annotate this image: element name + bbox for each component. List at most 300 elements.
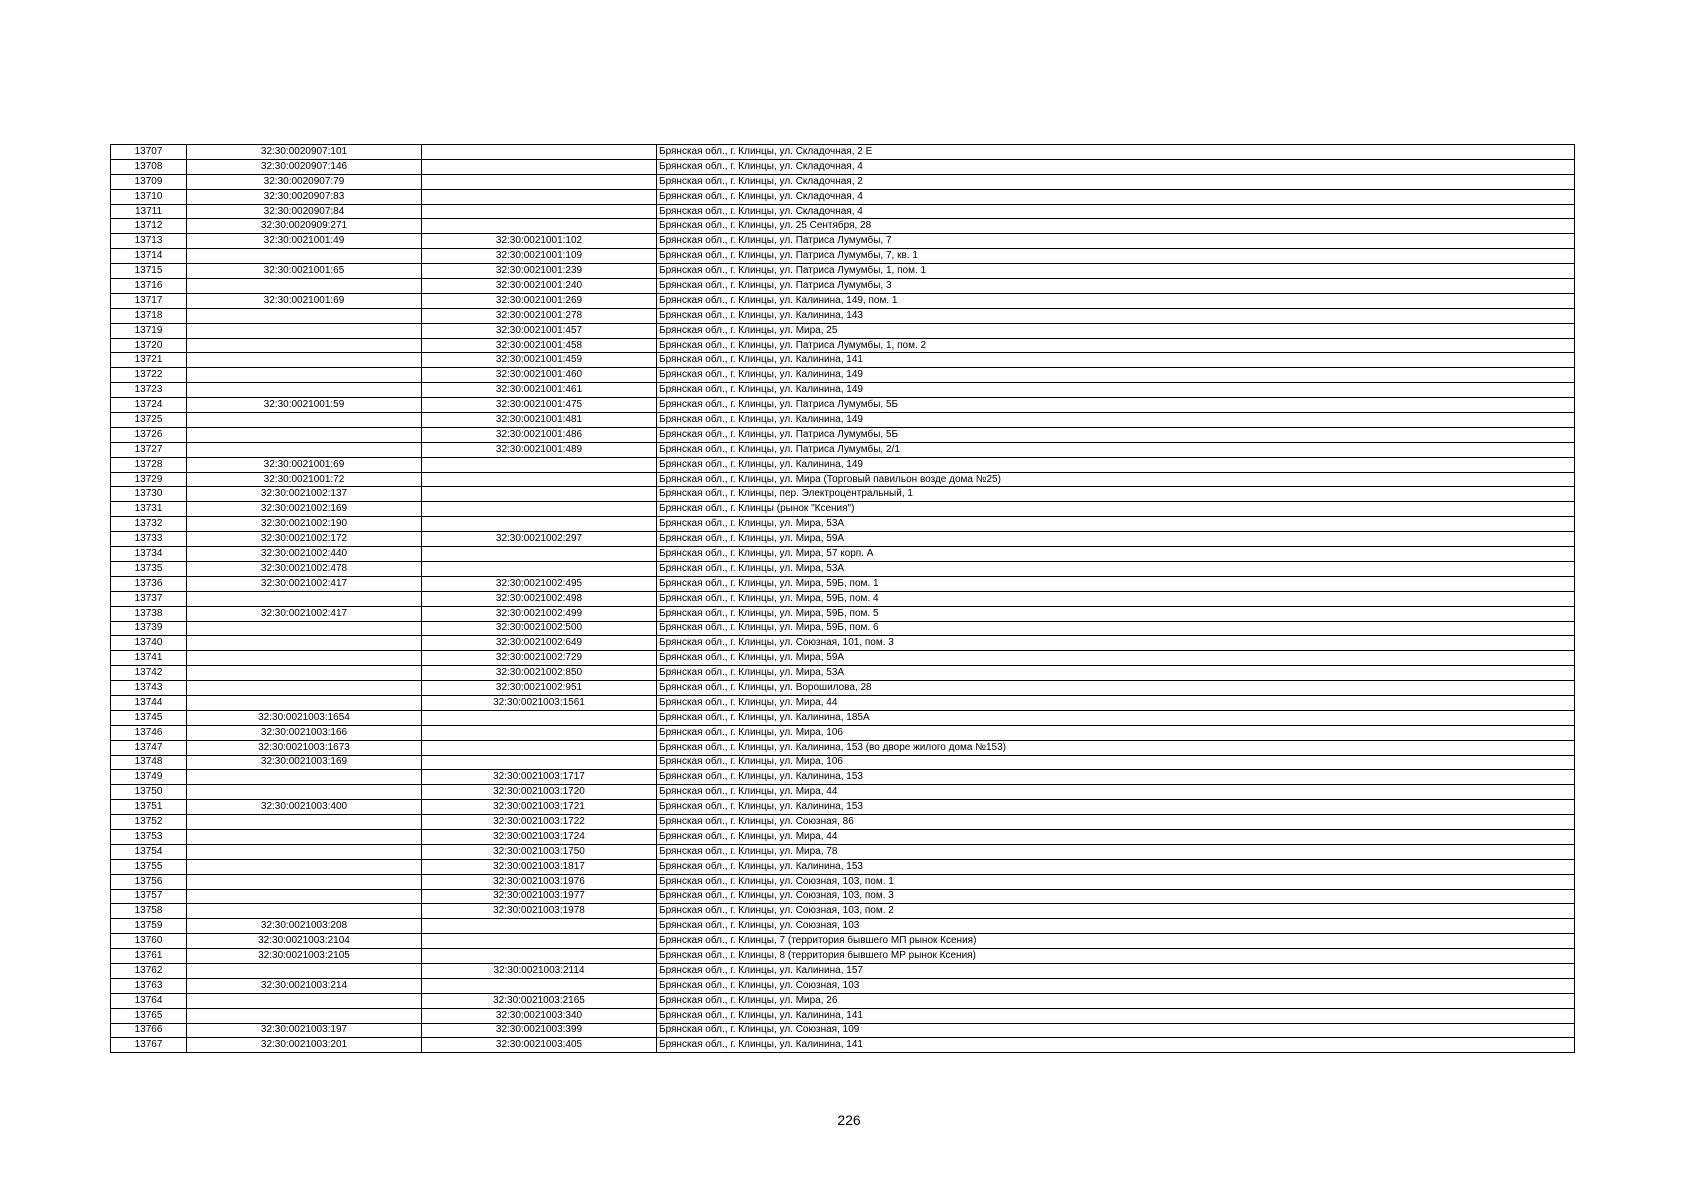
address-cell: Брянская обл., г. Клинцы, ул. Калинина, 149, пом. 1 — [657, 293, 1575, 308]
address-cell: Брянская обл., г. Клинцы, ул. Мира, 78 — [657, 844, 1575, 859]
row-number-cell: 13750 — [111, 785, 187, 800]
building-cadastral-number-cell: 32:30:0021003:1722 — [422, 815, 657, 830]
land-cadastral-number-cell — [187, 815, 422, 830]
table-row — [111, 368, 1575, 383]
land-cadastral-number-cell — [187, 591, 422, 606]
land-cadastral-number-cell: 32:30:0021002:417 — [187, 606, 422, 621]
row-number-cell: 13760 — [111, 934, 187, 949]
address-cell: Брянская обл., г. Клинцы, ул. Союзная, 103, пом. 1 — [657, 874, 1575, 889]
row-number-cell: 13710 — [111, 189, 187, 204]
row-number-cell: 13742 — [111, 666, 187, 681]
building-cadastral-number-cell — [422, 457, 657, 472]
land-cadastral-number-cell — [187, 353, 422, 368]
address-cell: Брянская обл., г. Клинцы, ул. Союзная, 109 — [657, 1023, 1575, 1038]
table-row — [111, 532, 1575, 547]
row-number-cell: 13708 — [111, 159, 187, 174]
table-row — [111, 636, 1575, 651]
address-cell: Брянская обл., г. Клинцы, ул. Патриса Лумумбы, 1, пом. 2 — [657, 338, 1575, 353]
land-cadastral-number-cell: 32:30:0020907:146 — [187, 159, 422, 174]
address-cell: Брянская обл., г. Клинцы, ул. Мира, 59Б, пом. 5 — [657, 606, 1575, 621]
table-row — [111, 829, 1575, 844]
building-cadastral-number-cell: 32:30:0021002:850 — [422, 666, 657, 681]
row-number-cell: 13728 — [111, 457, 187, 472]
land-cadastral-number-cell: 32:30:0021002:190 — [187, 517, 422, 532]
land-cadastral-number-cell — [187, 963, 422, 978]
address-cell: Брянская обл., г. Клинцы, ул. Калинина, 185А — [657, 710, 1575, 725]
table-row — [111, 323, 1575, 338]
building-cadastral-number-cell — [422, 710, 657, 725]
table-row — [111, 1038, 1575, 1053]
address-cell: Брянская обл., г. Клинцы, ул. Мира, 44 — [657, 695, 1575, 710]
row-number-cell: 13727 — [111, 442, 187, 457]
row-number-cell: 13761 — [111, 949, 187, 964]
building-cadastral-number-cell: 32:30:0021001:489 — [422, 442, 657, 457]
address-cell: Брянская обл., г. Клинцы, ул. Мира, 59А — [657, 651, 1575, 666]
building-cadastral-number-cell: 32:30:0021001:457 — [422, 323, 657, 338]
row-number-cell: 13746 — [111, 725, 187, 740]
land-cadastral-number-cell: 32:30:0021001:69 — [187, 457, 422, 472]
page-number: 226 — [837, 1112, 861, 1128]
land-cadastral-number-cell — [187, 785, 422, 800]
row-number-cell: 13733 — [111, 532, 187, 547]
row-number-cell: 13762 — [111, 963, 187, 978]
address-cell: Брянская обл., г. Клинцы, ул. Патриса Лумумбы, 1, пом. 1 — [657, 264, 1575, 279]
row-number-cell: 13715 — [111, 264, 187, 279]
table-row — [111, 695, 1575, 710]
building-cadastral-number-cell: 32:30:0021002:499 — [422, 606, 657, 621]
building-cadastral-number-cell — [422, 174, 657, 189]
building-cadastral-number-cell: 32:30:0021003:340 — [422, 1008, 657, 1023]
address-cell: Брянская обл., г. Клинцы, ул. Калинина, 153 — [657, 770, 1575, 785]
table-row — [111, 427, 1575, 442]
address-cell: Брянская обл., г. Клинцы, ул. Патриса Лумумбы, 5Б — [657, 427, 1575, 442]
table-row — [111, 963, 1575, 978]
land-cadastral-number-cell: 32:30:0021003:400 — [187, 800, 422, 815]
row-number-cell: 13748 — [111, 755, 187, 770]
row-number-cell: 13767 — [111, 1038, 187, 1053]
land-cadastral-number-cell: 32:30:0021002:478 — [187, 561, 422, 576]
table-row — [111, 904, 1575, 919]
building-cadastral-number-cell: 32:30:0021003:2114 — [422, 963, 657, 978]
table-row — [111, 725, 1575, 740]
row-number-cell: 13758 — [111, 904, 187, 919]
building-cadastral-number-cell: 32:30:0021001:475 — [422, 398, 657, 413]
table-row — [111, 547, 1575, 562]
land-cadastral-number-cell — [187, 621, 422, 636]
land-cadastral-number-cell: 32:30:0021002:417 — [187, 576, 422, 591]
row-number-cell: 13743 — [111, 681, 187, 696]
address-cell: Брянская обл., г. Клинцы, ул. Мира, 59Б, пом. 1 — [657, 576, 1575, 591]
building-cadastral-number-cell: 32:30:0021001:269 — [422, 293, 657, 308]
row-number-cell: 13719 — [111, 323, 187, 338]
row-number-cell: 13764 — [111, 993, 187, 1008]
land-cadastral-number-cell — [187, 666, 422, 681]
building-cadastral-number-cell: 32:30:0021003:1977 — [422, 889, 657, 904]
row-number-cell: 13722 — [111, 368, 187, 383]
table-row — [111, 383, 1575, 398]
table-row — [111, 949, 1575, 964]
table-row — [111, 710, 1575, 725]
land-cadastral-number-cell: 32:30:0021003:2105 — [187, 949, 422, 964]
address-cell: Брянская обл., г. Клинцы, ул. Патриса Лумумбы, 7, кв. 1 — [657, 249, 1575, 264]
table-row — [111, 249, 1575, 264]
building-cadastral-number-cell: 32:30:0021003:1717 — [422, 770, 657, 785]
building-cadastral-number-cell — [422, 204, 657, 219]
land-cadastral-number-cell — [187, 442, 422, 457]
address-cell: Брянская обл., г. Клинцы, ул. Патриса Лумумбы, 3 — [657, 279, 1575, 294]
land-cadastral-number-cell — [187, 993, 422, 1008]
address-cell: Брянская обл., г. Клинцы, ул. Патриса Лумумбы, 5Б — [657, 398, 1575, 413]
land-cadastral-number-cell: 32:30:0021001:72 — [187, 472, 422, 487]
address-cell: Брянская обл., г. Клинцы, ул. Союзная, 103 — [657, 919, 1575, 934]
land-cadastral-number-cell: 32:30:0021002:440 — [187, 547, 422, 562]
building-cadastral-number-cell: 32:30:0021001:486 — [422, 427, 657, 442]
table-row — [111, 978, 1575, 993]
table-row — [111, 145, 1575, 160]
address-cell: Брянская обл., г. Клинцы, ул. Складочная, 4 — [657, 159, 1575, 174]
row-number-cell: 13717 — [111, 293, 187, 308]
address-cell: Брянская обл., г. Клинцы, ул. Калинина, 153 — [657, 859, 1575, 874]
table-row — [111, 234, 1575, 249]
table-row — [111, 785, 1575, 800]
address-cell: Брянская обл., г. Клинцы, ул. 25 Сентября, 28 — [657, 219, 1575, 234]
address-cell: Брянская обл., г. Клинцы, ул. Мира, 53А — [657, 517, 1575, 532]
building-cadastral-number-cell: 32:30:0021002:500 — [422, 621, 657, 636]
table-row — [111, 889, 1575, 904]
address-cell: Брянская обл., г. Клинцы, ул. Мира, 44 — [657, 785, 1575, 800]
building-cadastral-number-cell — [422, 755, 657, 770]
land-cadastral-number-cell — [187, 770, 422, 785]
row-number-cell: 13725 — [111, 413, 187, 428]
row-number-cell: 13752 — [111, 815, 187, 830]
address-cell: Брянская обл., г. Клинцы, ул. Мира, 53А — [657, 561, 1575, 576]
building-cadastral-number-cell: 32:30:0021001:481 — [422, 413, 657, 428]
land-cadastral-number-cell — [187, 323, 422, 338]
building-cadastral-number-cell: 32:30:0021003:1720 — [422, 785, 657, 800]
land-cadastral-number-cell — [187, 681, 422, 696]
land-cadastral-number-cell: 32:30:0021001:65 — [187, 264, 422, 279]
row-number-cell: 13723 — [111, 383, 187, 398]
address-cell: Брянская обл., г. Клинцы, ул. Союзная, 103 — [657, 978, 1575, 993]
land-cadastral-number-cell — [187, 874, 422, 889]
land-cadastral-number-cell: 32:30:0020907:84 — [187, 204, 422, 219]
table-row — [111, 666, 1575, 681]
table-row — [111, 800, 1575, 815]
table-row — [111, 174, 1575, 189]
building-cadastral-number-cell — [422, 547, 657, 562]
building-cadastral-number-cell — [422, 949, 657, 964]
row-number-cell: 13744 — [111, 695, 187, 710]
land-cadastral-number-cell — [187, 308, 422, 323]
land-cadastral-number-cell: 32:30:0020909:271 — [187, 219, 422, 234]
address-cell: Брянская обл., г. Клинцы, ул. Мира (Торговый павильон возде дома №25) — [657, 472, 1575, 487]
table-row — [111, 487, 1575, 502]
land-cadastral-number-cell — [187, 427, 422, 442]
table-row — [111, 621, 1575, 636]
land-cadastral-number-cell: 32:30:0020907:83 — [187, 189, 422, 204]
building-cadastral-number-cell: 32:30:0021002:951 — [422, 681, 657, 696]
land-cadastral-number-cell — [187, 904, 422, 919]
address-cell: Брянская обл., г. Клинцы, ул. Патриса Лумумбы, 2/1 — [657, 442, 1575, 457]
row-number-cell: 13753 — [111, 829, 187, 844]
row-number-cell: 13734 — [111, 547, 187, 562]
building-cadastral-number-cell: 32:30:0021001:239 — [422, 264, 657, 279]
table-row — [111, 651, 1575, 666]
building-cadastral-number-cell — [422, 517, 657, 532]
land-cadastral-number-cell: 32:30:0021003:2104 — [187, 934, 422, 949]
row-number-cell: 13738 — [111, 606, 187, 621]
land-cadastral-number-cell: 32:30:0021003:197 — [187, 1023, 422, 1038]
building-cadastral-number-cell: 32:30:0021003:405 — [422, 1038, 657, 1053]
building-cadastral-number-cell — [422, 145, 657, 160]
table-row — [111, 442, 1575, 457]
land-cadastral-number-cell: 32:30:0021003:1654 — [187, 710, 422, 725]
address-cell: Брянская обл., г. Клинцы, ул. Мира, 53А — [657, 666, 1575, 681]
table-row — [111, 576, 1575, 591]
table-row — [111, 279, 1575, 294]
building-cadastral-number-cell — [422, 561, 657, 576]
row-number-cell: 13711 — [111, 204, 187, 219]
row-number-cell: 13737 — [111, 591, 187, 606]
building-cadastral-number-cell: 32:30:0021003:1817 — [422, 859, 657, 874]
table-row — [111, 398, 1575, 413]
row-number-cell: 13712 — [111, 219, 187, 234]
land-cadastral-number-cell: 32:30:0021003:208 — [187, 919, 422, 934]
row-number-cell: 13741 — [111, 651, 187, 666]
building-cadastral-number-cell: 32:30:0021003:1750 — [422, 844, 657, 859]
table-row — [111, 472, 1575, 487]
address-cell: Брянская обл., г. Клинцы, ул. Мира, 106 — [657, 755, 1575, 770]
table-row — [111, 934, 1575, 949]
address-cell: Брянская обл., г. Клинцы (рынок "Ксения") — [657, 502, 1575, 517]
address-cell: Брянская обл., г. Клинцы, ул. Калинина, 143 — [657, 308, 1575, 323]
address-cell: Брянская обл., г. Клинцы, ул. Союзная, 101, пом. 3 — [657, 636, 1575, 651]
row-number-cell: 13718 — [111, 308, 187, 323]
address-cell: Брянская обл., г. Клинцы, ул. Мира, 59Б, пом. 4 — [657, 591, 1575, 606]
building-cadastral-number-cell — [422, 189, 657, 204]
land-cadastral-number-cell — [187, 651, 422, 666]
row-number-cell: 13707 — [111, 145, 187, 160]
building-cadastral-number-cell — [422, 472, 657, 487]
land-cadastral-number-cell: 32:30:0021003:1673 — [187, 740, 422, 755]
table-row — [111, 859, 1575, 874]
row-number-cell: 13726 — [111, 427, 187, 442]
address-cell: Брянская обл., г. Клинцы, ул. Калинина, 149 — [657, 457, 1575, 472]
land-cadastral-number-cell: 32:30:0021002:172 — [187, 532, 422, 547]
land-cadastral-number-cell — [187, 1008, 422, 1023]
row-number-cell: 13735 — [111, 561, 187, 576]
building-cadastral-number-cell: 32:30:0021001:109 — [422, 249, 657, 264]
building-cadastral-number-cell: 32:30:0021002:649 — [422, 636, 657, 651]
land-cadastral-number-cell: 32:30:0021001:59 — [187, 398, 422, 413]
address-cell: Брянская обл., г. Клинцы, ул. Калинина, 141 — [657, 1038, 1575, 1053]
table-row — [111, 293, 1575, 308]
table-row — [111, 308, 1575, 323]
row-number-cell: 13745 — [111, 710, 187, 725]
address-cell: Брянская обл., г. Клинцы, ул. Союзная, 86 — [657, 815, 1575, 830]
building-cadastral-number-cell: 32:30:0021003:1724 — [422, 829, 657, 844]
building-cadastral-number-cell: 32:30:0021002:729 — [422, 651, 657, 666]
row-number-cell: 13751 — [111, 800, 187, 815]
land-cadastral-number-cell — [187, 695, 422, 710]
address-cell: Брянская обл., г. Клинцы, ул. Калинина, 141 — [657, 1008, 1575, 1023]
land-cadastral-number-cell — [187, 636, 422, 651]
row-number-cell: 13716 — [111, 279, 187, 294]
building-cadastral-number-cell: 32:30:0021003:1721 — [422, 800, 657, 815]
address-cell: Брянская обл., г. Клинцы, ул. Патриса Лумумбы, 7 — [657, 234, 1575, 249]
row-number-cell: 13709 — [111, 174, 187, 189]
address-cell: Брянская обл., г. Клинцы, ул. Союзная, 103, пом. 3 — [657, 889, 1575, 904]
table-row — [111, 561, 1575, 576]
building-cadastral-number-cell: 32:30:0021002:498 — [422, 591, 657, 606]
address-cell: Брянская обл., г. Клинцы, ул. Калинина, 149 — [657, 413, 1575, 428]
table-row — [111, 874, 1575, 889]
building-cadastral-number-cell: 32:30:0021001:240 — [422, 279, 657, 294]
table-row — [111, 413, 1575, 428]
building-cadastral-number-cell — [422, 159, 657, 174]
table-row — [111, 1008, 1575, 1023]
registry-table — [110, 144, 1575, 1053]
land-cadastral-number-cell: 32:30:0021002:169 — [187, 502, 422, 517]
row-number-cell: 13755 — [111, 859, 187, 874]
table-row — [111, 457, 1575, 472]
address-cell: Брянская обл., г. Клинцы, ул. Калинина, 141 — [657, 353, 1575, 368]
row-number-cell: 13729 — [111, 472, 187, 487]
land-cadastral-number-cell — [187, 844, 422, 859]
land-cadastral-number-cell: 32:30:0021001:49 — [187, 234, 422, 249]
land-cadastral-number-cell — [187, 383, 422, 398]
row-number-cell: 13754 — [111, 844, 187, 859]
building-cadastral-number-cell — [422, 725, 657, 740]
land-cadastral-number-cell: 32:30:0021003:169 — [187, 755, 422, 770]
building-cadastral-number-cell: 32:30:0021001:458 — [422, 338, 657, 353]
row-number-cell: 13714 — [111, 249, 187, 264]
table-row — [111, 770, 1575, 785]
row-number-cell: 13765 — [111, 1008, 187, 1023]
address-cell: Брянская обл., г. Клинцы, ул. Складочная, 4 — [657, 204, 1575, 219]
building-cadastral-number-cell: 32:30:0021001:460 — [422, 368, 657, 383]
building-cadastral-number-cell: 32:30:0021001:102 — [422, 234, 657, 249]
building-cadastral-number-cell: 32:30:0021001:278 — [422, 308, 657, 323]
building-cadastral-number-cell — [422, 219, 657, 234]
address-cell: Брянская обл., г. Клинцы, ул. Мира, 59А — [657, 532, 1575, 547]
table-row — [111, 681, 1575, 696]
land-cadastral-number-cell: 32:30:0021002:137 — [187, 487, 422, 502]
address-cell: Брянская обл., г. Клинцы, ул. Калинина, 157 — [657, 963, 1575, 978]
land-cadastral-number-cell: 32:30:0021003:214 — [187, 978, 422, 993]
address-cell: Брянская обл., г. Клинцы, 7 (территория бывшего МП рынок Ксения) — [657, 934, 1575, 949]
address-cell: Брянская обл., г. Клинцы, ул. Складочная, 2 — [657, 174, 1575, 189]
land-cadastral-number-cell — [187, 889, 422, 904]
table-row — [111, 591, 1575, 606]
land-cadastral-number-cell: 32:30:0021003:201 — [187, 1038, 422, 1053]
address-cell: Брянская обл., г. Клинцы, ул. Мира, 57 корп. А — [657, 547, 1575, 562]
building-cadastral-number-cell — [422, 934, 657, 949]
row-number-cell: 13763 — [111, 978, 187, 993]
address-cell: Брянская обл., г. Клинцы, ул. Калинина, 149 — [657, 383, 1575, 398]
building-cadastral-number-cell: 32:30:0021001:459 — [422, 353, 657, 368]
row-number-cell: 13730 — [111, 487, 187, 502]
row-number-cell: 13732 — [111, 517, 187, 532]
table-row — [111, 502, 1575, 517]
building-cadastral-number-cell — [422, 978, 657, 993]
address-cell: Брянская обл., г. Клинцы, ул. Калинина, 153 (во дворе жилого дома №153) — [657, 740, 1575, 755]
row-number-cell: 13724 — [111, 398, 187, 413]
address-cell: Брянская обл., г. Клинцы, пер. Электроцентральный, 1 — [657, 487, 1575, 502]
land-cadastral-number-cell — [187, 249, 422, 264]
address-cell: Брянская обл., г. Клинцы, ул. Мира, 44 — [657, 829, 1575, 844]
row-number-cell: 13720 — [111, 338, 187, 353]
building-cadastral-number-cell: 32:30:0021002:297 — [422, 532, 657, 547]
address-cell: Брянская обл., г. Клинцы, ул. Мира, 106 — [657, 725, 1575, 740]
table-row — [111, 919, 1575, 934]
table-row — [111, 815, 1575, 830]
building-cadastral-number-cell — [422, 487, 657, 502]
address-cell: Брянская обл., г. Клинцы, ул. Мира, 26 — [657, 993, 1575, 1008]
row-number-cell: 13731 — [111, 502, 187, 517]
row-number-cell: 13740 — [111, 636, 187, 651]
land-cadastral-number-cell — [187, 368, 422, 383]
row-number-cell: 13759 — [111, 919, 187, 934]
building-cadastral-number-cell: 32:30:0021003:1976 — [422, 874, 657, 889]
table-row — [111, 338, 1575, 353]
table-row — [111, 755, 1575, 770]
registry-table-body — [111, 145, 1575, 1053]
building-cadastral-number-cell — [422, 502, 657, 517]
table-row — [111, 189, 1575, 204]
land-cadastral-number-cell — [187, 413, 422, 428]
row-number-cell: 13713 — [111, 234, 187, 249]
land-cadastral-number-cell — [187, 279, 422, 294]
row-number-cell: 13721 — [111, 353, 187, 368]
land-cadastral-number-cell — [187, 338, 422, 353]
row-number-cell: 13756 — [111, 874, 187, 889]
land-cadastral-number-cell: 32:30:0021001:69 — [187, 293, 422, 308]
building-cadastral-number-cell: 32:30:0021003:1978 — [422, 904, 657, 919]
building-cadastral-number-cell: 32:30:0021001:461 — [422, 383, 657, 398]
address-cell: Брянская обл., г. Клинцы, ул. Мира, 59Б, пом. 6 — [657, 621, 1575, 636]
building-cadastral-number-cell: 32:30:0021003:1561 — [422, 695, 657, 710]
land-cadastral-number-cell: 32:30:0020907:101 — [187, 145, 422, 160]
address-cell: Брянская обл., г. Клинцы, ул. Мира, 25 — [657, 323, 1575, 338]
address-cell: Брянская обл., г. Клинцы, ул. Складочная, 4 — [657, 189, 1575, 204]
address-cell: Брянская обл., г. Клинцы, ул. Калинина, 149 — [657, 368, 1575, 383]
row-number-cell: 13736 — [111, 576, 187, 591]
address-cell: Брянская обл., г. Клинцы, ул. Ворошилова, 28 — [657, 681, 1575, 696]
address-cell: Брянская обл., г. Клинцы, ул. Калинина, 153 — [657, 800, 1575, 815]
table-row — [111, 844, 1575, 859]
row-number-cell: 13747 — [111, 740, 187, 755]
table-row — [111, 993, 1575, 1008]
building-cadastral-number-cell — [422, 919, 657, 934]
table-row — [111, 264, 1575, 279]
table-row — [111, 1023, 1575, 1038]
land-cadastral-number-cell — [187, 829, 422, 844]
row-number-cell: 13739 — [111, 621, 187, 636]
row-number-cell: 13749 — [111, 770, 187, 785]
row-number-cell: 13766 — [111, 1023, 187, 1038]
table-row — [111, 353, 1575, 368]
table-row — [111, 219, 1575, 234]
land-cadastral-number-cell: 32:30:0021003:166 — [187, 725, 422, 740]
building-cadastral-number-cell: 32:30:0021003:2165 — [422, 993, 657, 1008]
row-number-cell: 13757 — [111, 889, 187, 904]
address-cell: Брянская обл., г. Клинцы, ул. Складочная, 2 Е — [657, 145, 1575, 160]
building-cadastral-number-cell — [422, 740, 657, 755]
table-row — [111, 159, 1575, 174]
address-cell: Брянская обл., г. Клинцы, 8 (территория бывшего МР рынок Ксения) — [657, 949, 1575, 964]
table-row — [111, 204, 1575, 219]
